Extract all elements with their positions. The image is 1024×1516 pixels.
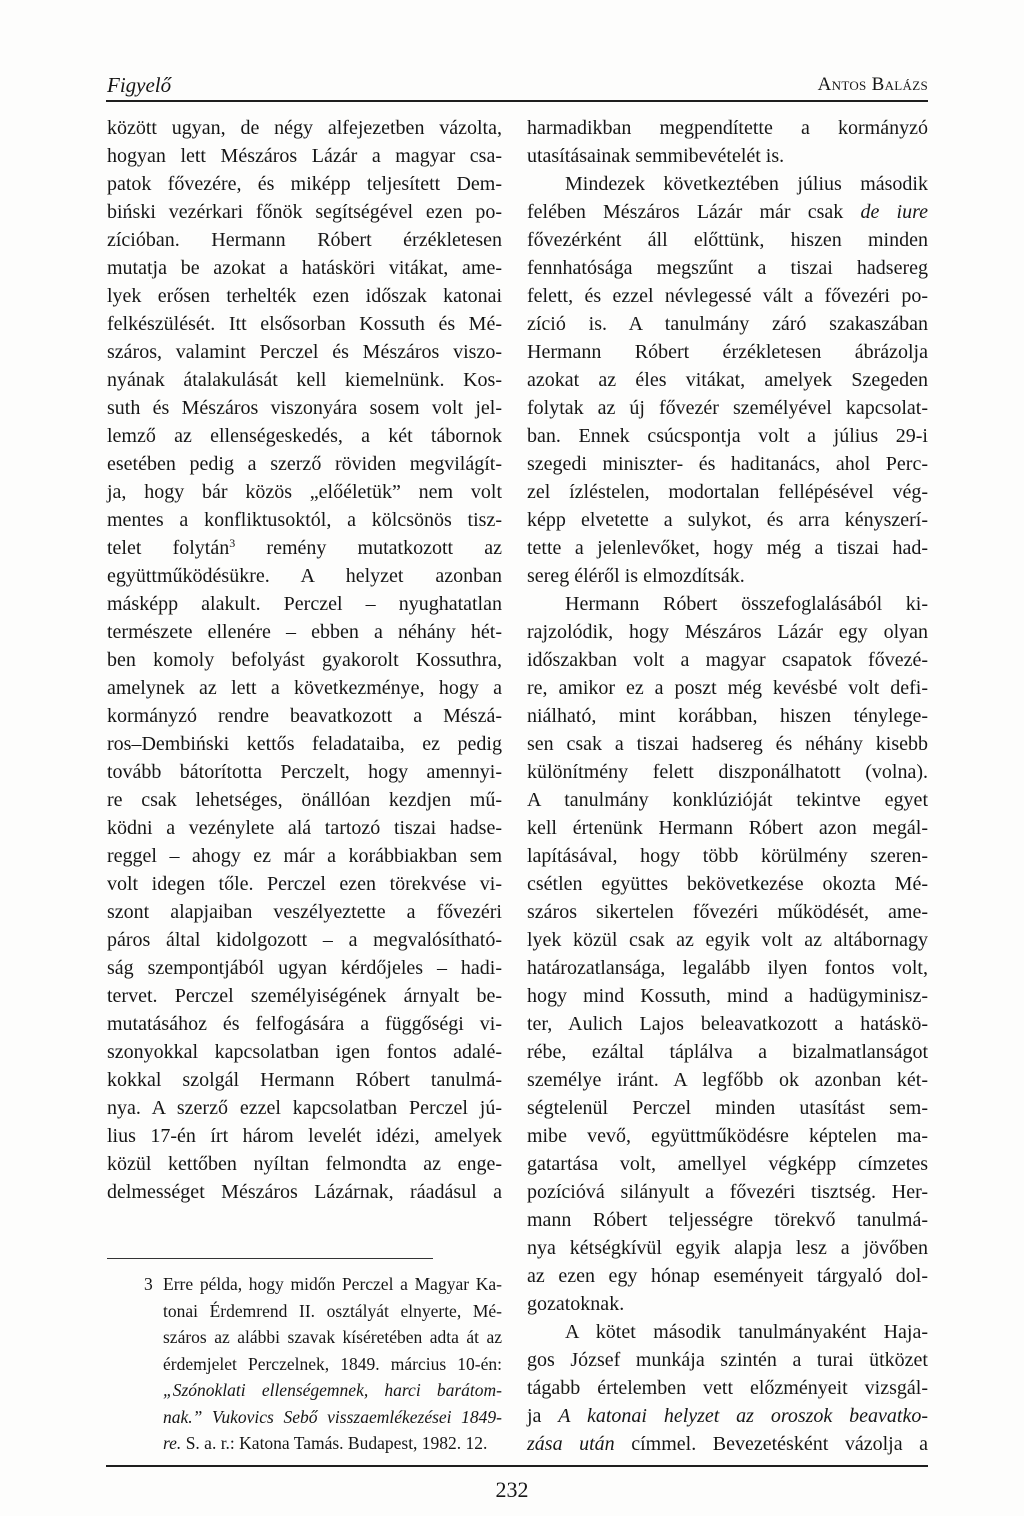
text-segment: biński vezérkari főnök segítségével ezen po- xyxy=(107,201,502,223)
text-line xyxy=(527,1234,928,1262)
text-line xyxy=(527,618,928,646)
text-line xyxy=(107,506,502,534)
text-line xyxy=(527,982,928,1010)
text-line xyxy=(107,1038,502,1066)
text-segment: hogyan lett Mészáros Lázár a magyar csa- xyxy=(107,145,502,167)
text-segment: az ezen egy hónap eseményeit tárgyaló dol- xyxy=(527,1265,928,1287)
text-segment: ja, hogy bár közös „előéletük” nem volt xyxy=(107,481,502,503)
text-segment: ködni a vezénylete alá tartozó tiszai hadse- xyxy=(107,817,502,839)
text-segment: szonyokkal kapcsolatban igen fontos adalé- xyxy=(107,1041,502,1063)
text-line xyxy=(107,450,502,478)
text-line xyxy=(107,114,502,142)
text-segment: telet folytán xyxy=(107,537,230,559)
text-line xyxy=(527,1010,928,1038)
text-segment: páros által kidolgozott – a megvalósítható- xyxy=(107,929,502,951)
text-line xyxy=(527,366,928,394)
text-line xyxy=(527,730,928,758)
text-segment: esetében pedig a szerző röviden megvilágít- xyxy=(107,453,502,475)
text-segment: ban. Ennek csúcspontja volt a július 29-i xyxy=(527,425,928,447)
italic-text: de iure xyxy=(860,201,928,223)
text-line xyxy=(107,618,502,646)
text-segment: gatartása volt, amellyel végképp címzetes xyxy=(527,1153,928,1175)
text-segment: hogy mind Kossuth, mind a hadügyminisz- xyxy=(527,985,928,1007)
text-segment: nyának átalakulását kell kiemelnünk. Kos- xyxy=(107,369,502,391)
text-segment: rébe, ezáltal táplálva a bizalmatlanságot xyxy=(527,1041,928,1063)
text-segment: tovább bátorította Perczelt, hogy amennyi- xyxy=(107,761,502,783)
text-segment: niálható, mint korábban, hiszen ténylege- xyxy=(527,705,928,727)
text-line xyxy=(527,478,928,506)
text-line xyxy=(527,310,928,338)
text-segment: mentes a konfliktusoktól, a kölcsönös tisz- xyxy=(107,509,502,531)
text-line xyxy=(527,1094,928,1122)
text-segment: érdemjelet Perczelnek, 1849. március 10-én: xyxy=(163,1353,502,1374)
text-line xyxy=(107,534,502,562)
text-line xyxy=(527,786,928,814)
text-line xyxy=(527,198,928,226)
text-segment: delmességet Mészáros Lázárnak, ráadásul a xyxy=(107,1181,502,1203)
italic-text: „Szónoklati ellenségemnek, harci barátom- xyxy=(163,1380,502,1400)
text-line xyxy=(527,170,928,198)
text-segment: felkészülését. Itt elsősorban Kossuth és Mé- xyxy=(107,313,502,335)
text-segment: szegedi miniszter- és haditanács, ahol Perc- xyxy=(527,453,928,475)
text-segment: zícióban. Hermann Róbert érzékletesen xyxy=(107,229,502,251)
text-segment: Erre példa, hogy midőn Perczel a Magyar Ka- xyxy=(163,1274,502,1294)
text-segment: utasításainak semmibevételét is. xyxy=(527,145,785,167)
footnote xyxy=(144,1271,502,1457)
text-segment: amelynek az lett a következménye, hogy a xyxy=(107,677,502,699)
text-line xyxy=(527,1066,928,1094)
text-line xyxy=(527,422,928,450)
right-column xyxy=(527,114,928,1458)
text-segment: időszakban volt a magyar csapatok fővezé- xyxy=(527,649,928,671)
text-line xyxy=(107,142,502,170)
text-line xyxy=(107,1094,502,1122)
text-segment: lius 17-én írt három levelét idézi, amelyek xyxy=(107,1125,502,1147)
text-segment: csétlen együttes bekövetkezése okozta Mé- xyxy=(527,873,928,895)
running-header xyxy=(107,72,928,98)
text-segment: tonai Érdemrend II. osztályát elnyerte, Mé- xyxy=(163,1300,502,1321)
text-segment: A kötet második tanulmányaként Haja- xyxy=(565,1321,928,1343)
text-line xyxy=(163,1298,502,1325)
text-line xyxy=(107,786,502,814)
text-segment: tágabb értelemben vett előzményeit vizsgál- xyxy=(527,1377,928,1399)
text-segment: ja xyxy=(527,1405,559,1427)
text-line xyxy=(107,702,502,730)
italic-text: A katonai helyzet az oroszok beavatko- xyxy=(558,1405,928,1427)
text-line xyxy=(107,282,502,310)
text-segment: kormányzó rendre beavatkozott a Mészá- xyxy=(107,705,502,727)
text-line xyxy=(107,478,502,506)
text-line xyxy=(527,898,928,926)
text-segment: felében Mészáros Lázár már csak xyxy=(527,201,861,223)
text-line xyxy=(527,702,928,730)
text-line xyxy=(107,954,502,982)
text-segment: tette a jelenlevőket, hogy még a tiszai had- xyxy=(527,537,928,559)
text-line xyxy=(107,982,502,1010)
text-line xyxy=(107,254,502,282)
text-segment: folytak az új fővezér személyével kapcsolat- xyxy=(527,397,928,419)
text-segment: harmadikban megpendítette a kormányzó xyxy=(527,117,928,139)
text-segment: lyek erősen terhelték ezen időszak katonai xyxy=(107,285,502,307)
text-line xyxy=(107,1178,502,1206)
text-line xyxy=(107,198,502,226)
text-line xyxy=(527,142,928,170)
text-line xyxy=(527,394,928,422)
text-segment: rajzolódik, hogy Mészáros Lázár egy olyan xyxy=(527,621,928,643)
text-segment: különítmény felett diszponálhatott (volna). xyxy=(527,761,928,783)
text-segment: nya kétségkívül egyik alapja lesz a jövőben xyxy=(527,1237,928,1259)
text-line xyxy=(107,1010,502,1038)
text-line xyxy=(527,1402,928,1430)
text-segment: lyek közül csak az egyik volt az altábornagy xyxy=(527,929,928,951)
text-line xyxy=(107,170,502,198)
text-line xyxy=(527,870,928,898)
text-segment: képp elvetette a sulykot, és arra kényszerí- xyxy=(527,509,928,531)
text-line xyxy=(527,450,928,478)
text-segment: re csak lehetséges, önállóan kezdjen mű- xyxy=(107,789,502,811)
text-line xyxy=(163,1351,502,1378)
text-line xyxy=(107,814,502,842)
text-line xyxy=(163,1324,502,1351)
text-segment: mutatja be azokat a hatásköri vitákat, ame- xyxy=(107,257,502,279)
text-segment: remény mutatkozott az xyxy=(235,537,503,559)
text-segment: személye iránt. A legfőbb ok azonban két- xyxy=(527,1069,928,1091)
left-column xyxy=(107,114,502,1206)
text-segment: kell értenünk Hermann Róbert azon megál- xyxy=(527,817,928,839)
text-line xyxy=(107,926,502,954)
text-line xyxy=(527,926,928,954)
text-line xyxy=(107,842,502,870)
footer-rule xyxy=(106,1465,928,1467)
text-line xyxy=(107,394,502,422)
text-segment: felett, és ezzel névlegessé vált a fővezéri po- xyxy=(527,285,928,307)
text-line xyxy=(107,338,502,366)
italic-text: nak.” Vukovics Sebő visszaemlékezései 1849- xyxy=(163,1406,502,1427)
text-line xyxy=(107,870,502,898)
text-segment: közül kettőben nyíltan felmondta az enge- xyxy=(107,1153,502,1175)
text-line xyxy=(527,1150,928,1178)
text-line xyxy=(107,422,502,450)
footnote-text xyxy=(163,1271,502,1457)
text-line xyxy=(107,226,502,254)
footnote-marker: 3 xyxy=(144,1274,153,1294)
text-segment: mutatásához és felfogására a függőségi vi- xyxy=(107,1013,502,1035)
text-line xyxy=(107,898,502,926)
text-line xyxy=(527,1346,928,1374)
text-segment: volt idegen tőle. Perczel ezen törekvése vi- xyxy=(107,873,502,895)
text-line xyxy=(527,1122,928,1150)
text-segment: gos József munkája szintén a turai ütközet xyxy=(527,1349,928,1371)
text-segment: fővezérként áll előttünk, hiszen minden xyxy=(527,229,928,251)
text-line xyxy=(527,562,928,590)
text-line xyxy=(527,590,928,618)
text-line xyxy=(527,1318,928,1346)
text-line xyxy=(107,1122,502,1150)
text-segment: patok fővezére, és miképp teljesített Dem- xyxy=(107,173,502,195)
section-title: Figyelő xyxy=(107,73,172,97)
text-segment: pozícióvá silányult a fővezéri tisztség. Her- xyxy=(527,1181,928,1203)
text-line xyxy=(107,1150,502,1178)
text-segment: nya. A szerző ezzel kapcsolatban Perczel jú- xyxy=(107,1097,502,1119)
italic-text: zása után xyxy=(527,1433,615,1455)
text-line xyxy=(527,814,928,842)
text-line xyxy=(527,114,928,142)
text-segment: természete ellenére – ebben a néhány hét- xyxy=(107,621,502,643)
text-line xyxy=(527,1290,928,1318)
text-segment: között ugyan, de négy alfejezetben vázolta, xyxy=(107,117,502,139)
text-segment: száros, valamint Perczel és Mészáros viszo- xyxy=(107,341,502,363)
text-line xyxy=(527,1206,928,1234)
text-line xyxy=(527,254,928,282)
text-segment: lemző az ellenségeskedés, a két tábornok xyxy=(107,425,502,447)
text-line xyxy=(527,1178,928,1206)
text-line xyxy=(527,338,928,366)
text-segment: Hermann Róbert érzékletesen ábrázolja xyxy=(527,341,928,363)
text-segment: zíció is. A tanulmány záró szakaszában xyxy=(527,313,928,335)
text-line xyxy=(527,534,928,562)
text-line xyxy=(527,842,928,870)
text-segment: Hermann Róbert összefoglalásából ki- xyxy=(565,593,928,615)
footnote-reference: 3 xyxy=(229,536,236,550)
text-line xyxy=(527,226,928,254)
header-rule xyxy=(106,100,928,102)
page-number: 232 xyxy=(495,1477,529,1502)
text-segment: sereg éléről is elmozdítsák. xyxy=(527,565,745,587)
text-line xyxy=(527,646,928,674)
text-segment: reggel – ahogy ez már a korábbiakban sem xyxy=(107,845,502,867)
footnote-rule xyxy=(107,1258,433,1259)
text-segment: ter, Aulich Lajos beleavatkozott a hatáskö- xyxy=(527,1013,928,1035)
text-segment: száros az alábbi szavak kíséretében adta át az xyxy=(163,1327,502,1347)
text-segment: száros sikertelen fővezéri működését, ame- xyxy=(527,901,928,923)
text-segment: gozatoknak. xyxy=(527,1293,625,1315)
text-segment: címmel. Bevezetésként vázolja a xyxy=(614,1433,928,1455)
text-segment: Mindezek következtében július második xyxy=(565,173,928,195)
text-line xyxy=(107,674,502,702)
text-segment: mibe vevő, együttműködésre képtelen ma- xyxy=(527,1125,928,1147)
text-line xyxy=(527,1374,928,1402)
text-line xyxy=(163,1404,502,1431)
text-line xyxy=(527,1430,928,1458)
text-segment: suth és Mészáros viszonyára sosem volt jel- xyxy=(107,397,502,419)
text-segment: ségtelenül Perczel minden utasítást sem- xyxy=(527,1097,928,1119)
text-line xyxy=(107,366,502,394)
text-line xyxy=(107,730,502,758)
text-line xyxy=(107,758,502,786)
text-segment: szont alapjaiban veszélyeztette a fővezéri xyxy=(107,901,502,923)
text-line xyxy=(107,1066,502,1094)
text-segment: tervet. Perczel személyiségének árnyalt be- xyxy=(107,985,502,1007)
text-line xyxy=(107,310,502,338)
text-segment: lapításával, hogy több körülmény szeren- xyxy=(527,845,928,867)
text-line xyxy=(527,758,928,786)
text-segment: határozatlansága, legalább ilyen fontos volt, xyxy=(527,957,928,979)
text-line xyxy=(163,1271,502,1298)
text-line xyxy=(527,954,928,982)
text-segment: A tanulmány konklúzióját tekintve egyet xyxy=(527,789,928,811)
text-line xyxy=(107,646,502,674)
text-line xyxy=(163,1377,502,1404)
text-line xyxy=(527,674,928,702)
text-line xyxy=(107,590,502,618)
text-segment: kokkal szolgál Hermann Róbert tanulmá- xyxy=(107,1069,502,1091)
text-line xyxy=(527,1038,928,1066)
text-segment: másképp alakult. Perczel – nyughatatlan xyxy=(107,593,502,615)
text-segment: fennhatósága megszűnt a tiszai hadsereg xyxy=(527,257,928,279)
text-segment: együttműködésükre. A helyzet azonban xyxy=(107,565,502,587)
author-name: Antos Balázs xyxy=(817,74,928,95)
italic-text: re. xyxy=(163,1433,182,1453)
text-line xyxy=(107,562,502,590)
text-line xyxy=(527,506,928,534)
text-segment: ság szempontjából ugyan kérdőjeles – hadi- xyxy=(107,957,502,979)
text-line xyxy=(527,1262,928,1290)
text-segment: zel ízléstelen, modortalan fellépésével vég- xyxy=(527,481,928,503)
text-line xyxy=(163,1430,502,1457)
text-line xyxy=(527,282,928,310)
text-segment: sen csak a tiszai hadsereg és néhány kisebb xyxy=(527,733,928,755)
text-segment: S. a. r.: Katona Tamás. Budapest, 1982. 12. xyxy=(181,1433,488,1453)
text-segment: mann Róbert teljességre törekvő tanulmá- xyxy=(527,1209,928,1231)
text-segment: re, amikor ez a poszt még kevésbé volt defi- xyxy=(527,677,928,699)
text-segment: ben komoly befolyást gyakorolt Kossuthra, xyxy=(107,649,502,671)
text-segment: ros–Dembiński kettős feladataiba, ez pedig xyxy=(107,733,502,755)
text-segment: azokat az éles vitákat, amelyek Szegeden xyxy=(527,369,928,391)
